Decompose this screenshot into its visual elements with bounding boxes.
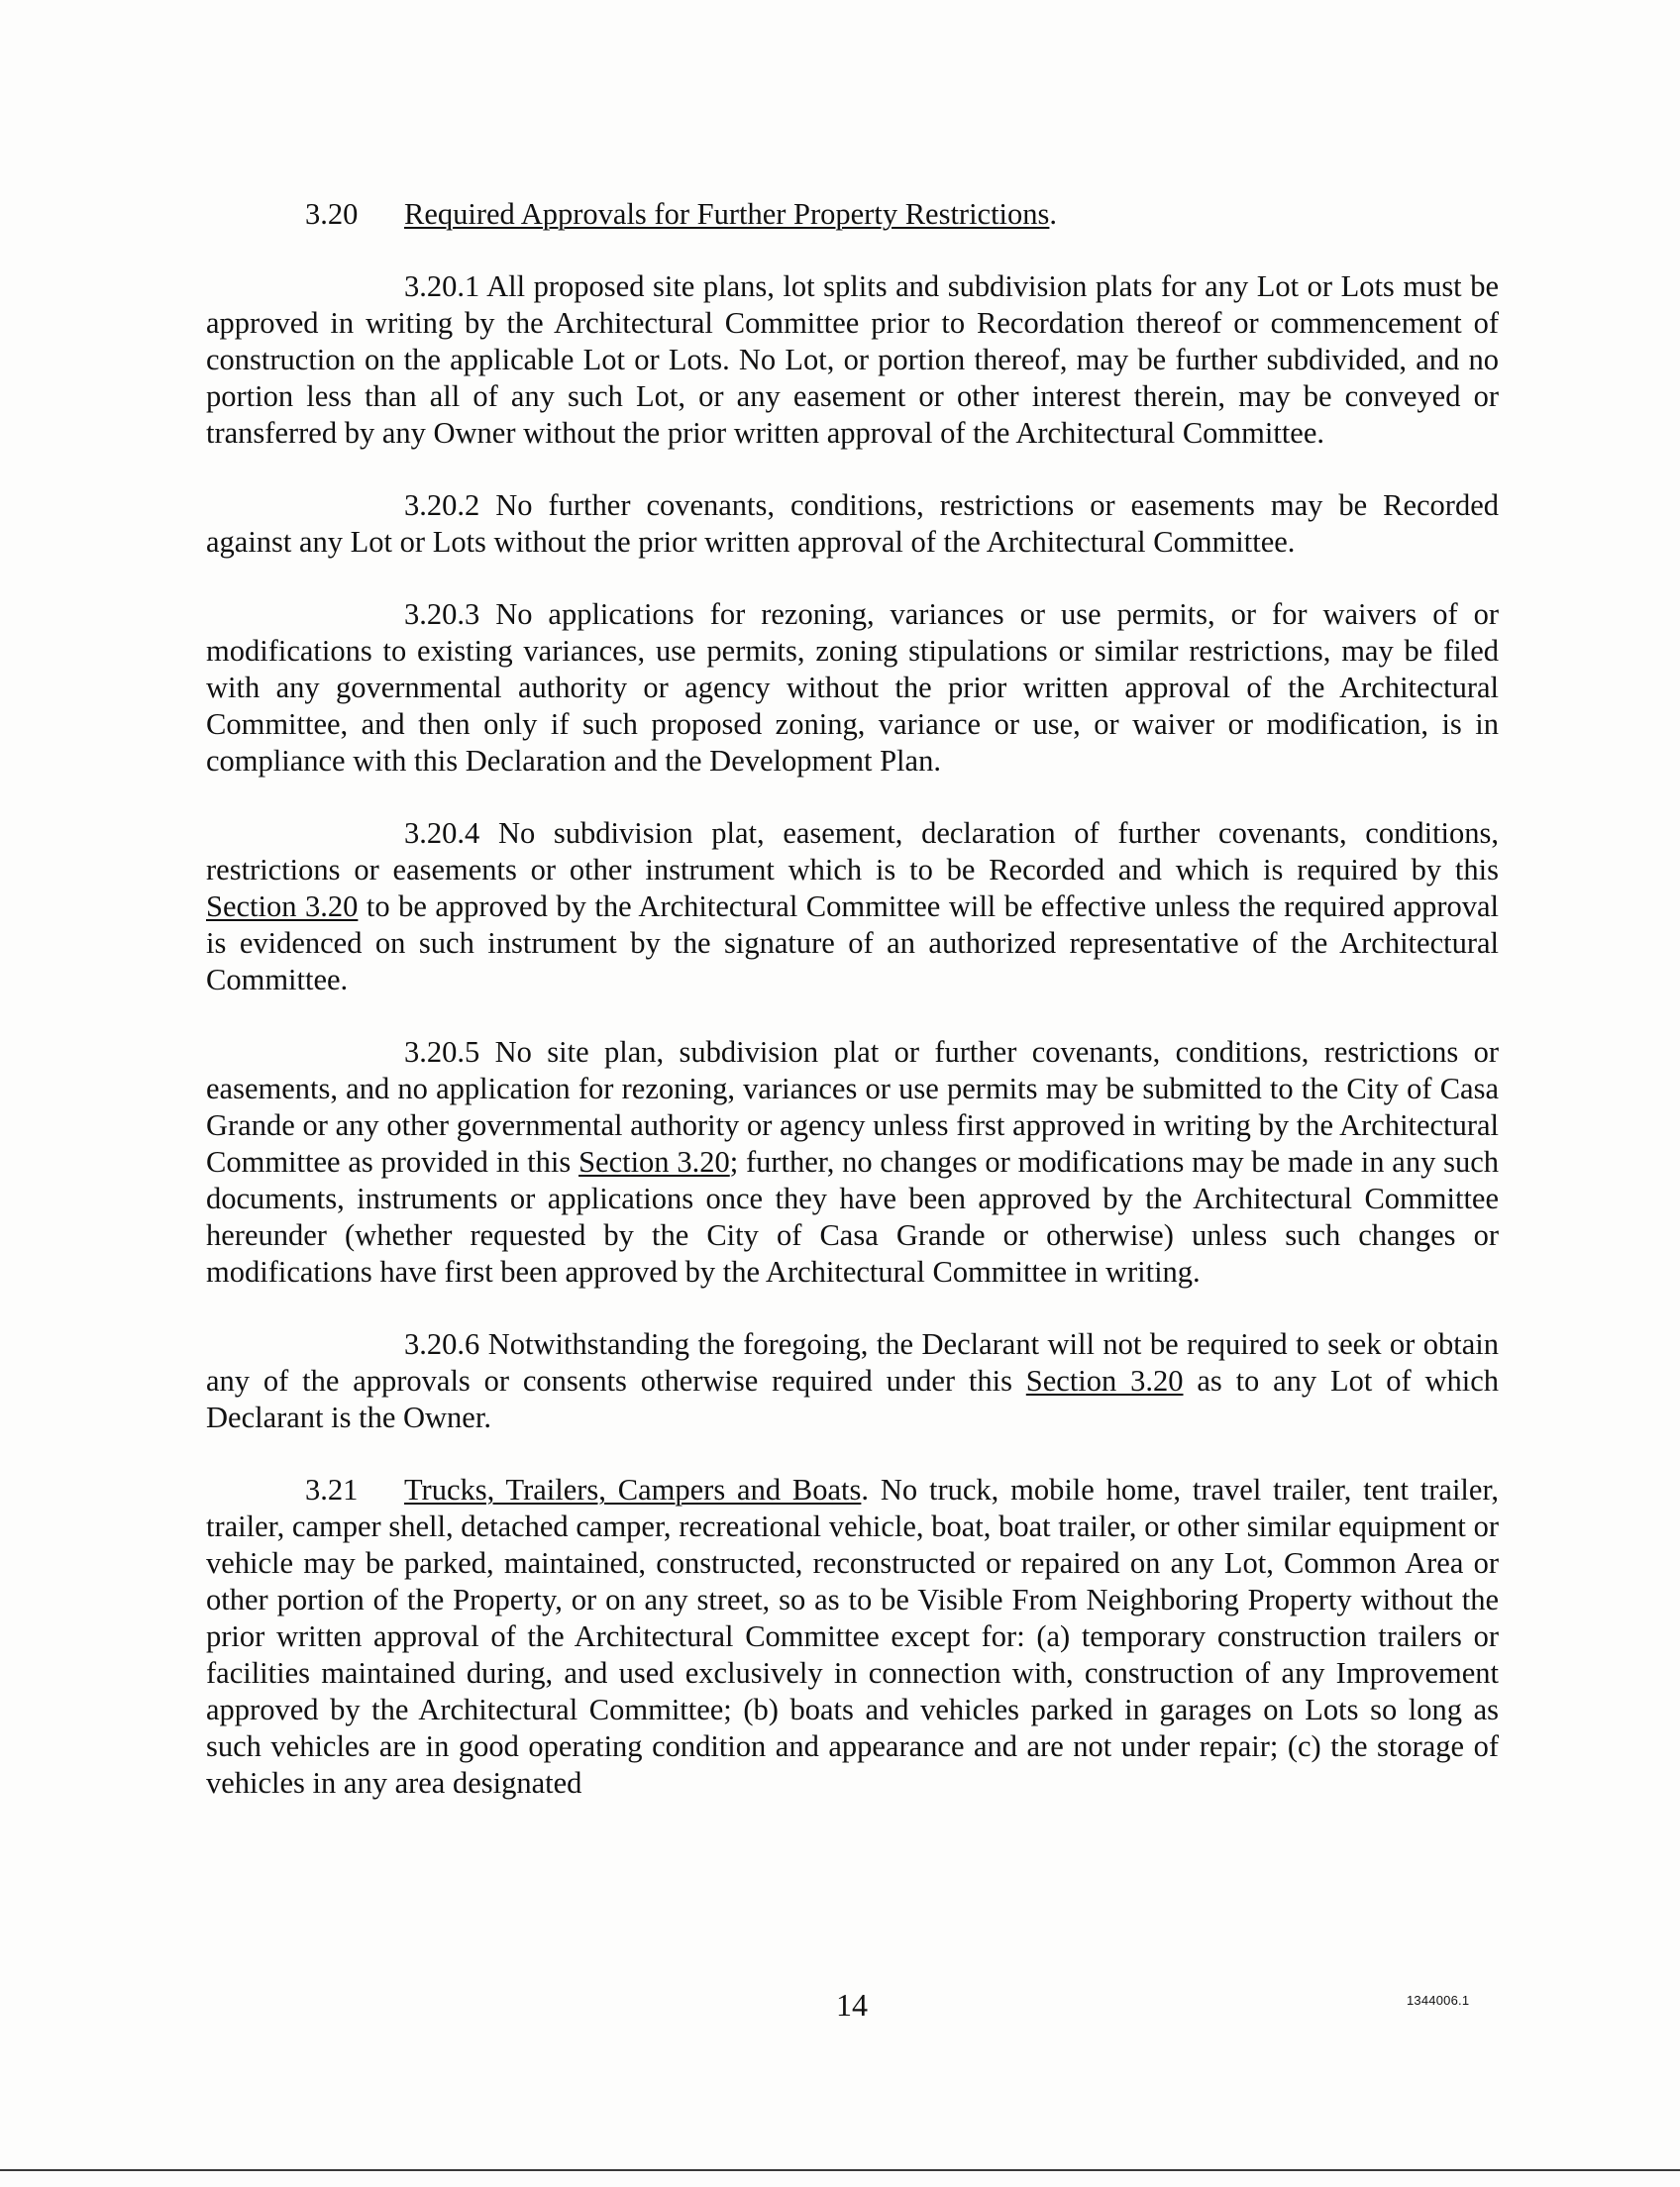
paragraph-text: ; further, no changes or modifications may be made in any such documents, instruments or applications once they have been approved by the Architectural Committee hereunder (whether requested by the City of Casa Grande or otherwise) unless such changes or modifications have first been approved by the Architectural Committee in writing. xyxy=(206,1145,1499,1289)
section-title: Trucks, Trailers, Campers and Boats xyxy=(404,1473,862,1507)
paragraph-text: No further covenants, conditions, restrictions or easements may be Recorded against any Lot or Lots without the prior written approval of the Architectural Committee. xyxy=(206,488,1500,559)
paragraph-text: as to any Lot of which Declarant is the Owner. xyxy=(206,1364,1499,1434)
section-3-20-heading: 3.20 Required Approvals for Further Property Restrictions. xyxy=(305,197,1058,231)
paragraph-text: No subdivision plat, easement, declaration of further covenants, conditions, restrictions or easements or other instrument which is to be Recorded and which is required by this xyxy=(206,816,1500,886)
paragraph-text: No applications for rezoning, variances or use permits, or for waivers of or modifications to existing variances, use permits, zoning stipulations or similar restrictions, may be filed with any governmental authority or agency without the prior written approval of the Architectural Committee, and then only if such proposed zoning, variance or use, or waiver or modification, is in compliance with this Declaration and the Development Plan. xyxy=(206,597,1500,778)
paragraph-3-20-2 xyxy=(206,487,1499,561)
paragraph-3-20-1 xyxy=(206,268,1499,452)
paragraph-text: to be approved by the Architectural Committee will be effective unless the required approval is evidenced on such instrument by the signature of an authorized representative of the Architectural Committee. xyxy=(206,889,1499,996)
paragraph-3-20-3 xyxy=(206,596,1499,780)
paragraph-number: 3.20.3 xyxy=(404,597,480,631)
section-reference: Section 3.20 xyxy=(1025,1364,1184,1398)
paragraph-text: . No truck, mobile home, travel trailer, tent trailer, trailer, camper shell, detached camper, recreational vehicle, boat, boat trailer, or other similar equipment or vehicle may be parked, maintained, constructed, reconstructed or repaired on any Lot, Common Area or other portion of the Property, or on any street, so as to be Visible From Neighboring Property without the prior written approval of the Architectural Committee except for: (a) temporary construction trailers or facilities maintained during, and used exclusively in connection with, construction of any Improvement approved by the Architectural Committee; (b) boats and vehicles parked in garages on Lots so long as such vehicles are in good operating condition and appearance and are not under repair; (c) the storage of vehicles in any area designated xyxy=(206,1473,1500,1800)
scan-edge-line xyxy=(0,2169,1680,2171)
section-reference: Section 3.20 xyxy=(578,1145,730,1179)
section-title: Required Approvals for Further Property Restrictions xyxy=(404,197,1050,231)
paragraph-text: All proposed site plans, lot splits and subdivision plats for any Lot or Lots must be approved in writing by the Architectural Committee prior to Recordation thereof or commencement of construction on the applicable Lot or Lots. No Lot, or portion thereof, may be further subdivided, and no portion less than all of any such Lot, or any easement or other interest therein, may be conveyed or transferred by any Owner without the prior written approval of the Architectural Committee. xyxy=(206,269,1499,450)
paragraph-number: 3.20.6 xyxy=(404,1327,480,1361)
section-3-21-paragraph xyxy=(206,1472,1499,1802)
paragraph-number: 3.20.4 xyxy=(404,816,480,850)
section-number: 3.21 xyxy=(305,1473,359,1507)
paragraph-number: 3.20.1 xyxy=(404,269,480,303)
section-reference: Section 3.20 xyxy=(206,889,359,923)
page-number: 14 xyxy=(836,1987,868,2023)
document-id: 1344006.1 xyxy=(1407,1993,1470,2008)
section-number: 3.20 xyxy=(305,197,359,231)
paragraph-text: Notwithstanding the foregoing, the Declarant will not be required to seek or obtain any of the approvals or consents otherwise required under this xyxy=(206,1327,1500,1398)
paragraph-number: 3.20.2 xyxy=(404,488,480,522)
paragraph-3-20-4 xyxy=(206,815,1499,998)
document-body xyxy=(206,196,1499,1837)
paragraph-text: No site plan, subdivision plat or further covenants, conditions, restrictions or easements, and no application for rezoning, variances or use permits may be submitted to the City of Casa Grande or any other governmental authority or agency unless first approved in writing by the Architectural Committee as provided in this xyxy=(206,1035,1500,1179)
paragraph-3-20-6 xyxy=(206,1326,1499,1436)
paragraph-number: 3.20.5 xyxy=(404,1035,480,1069)
paragraph-3-20-5 xyxy=(206,1034,1499,1291)
